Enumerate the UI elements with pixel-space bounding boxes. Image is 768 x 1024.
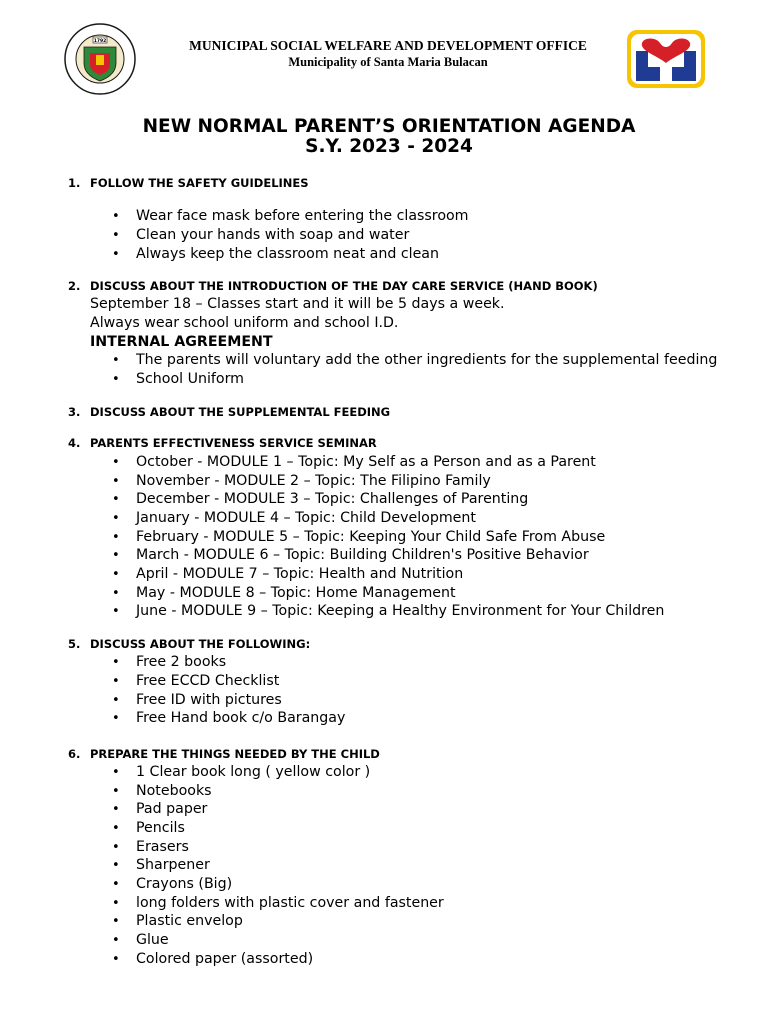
list-item: • Erasers bbox=[112, 839, 189, 855]
list-item: • Clean your hands with soap and water bbox=[112, 227, 410, 243]
section-heading-6: 6. PREPARE THE THINGS NEEDED BY THE CHILD bbox=[68, 747, 380, 761]
school-year: S.Y. 2023 - 2024 bbox=[305, 136, 473, 157]
section-heading-3: 3. DISCUSS ABOUT THE SUPPLEMENTAL FEEDING bbox=[68, 405, 391, 419]
list-item: • Plastic envelop bbox=[112, 913, 243, 929]
list-item: • Always keep the classroom neat and clean bbox=[112, 246, 439, 262]
list-item: • April - MODULE 7 – Topic: Health and Nutrition bbox=[112, 566, 464, 582]
internal-agreement-heading: INTERNAL AGREEMENT bbox=[90, 334, 273, 350]
list-item: • May - MODULE 8 – Topic: Home Management bbox=[112, 585, 456, 601]
office-name: MUNICIPAL SOCIAL WELFARE AND DEVELOPMENT OFFICE bbox=[189, 38, 587, 53]
list-item: • Free 2 books bbox=[112, 654, 227, 670]
document-title: NEW NORMAL PARENT’S ORIENTATION AGENDA bbox=[142, 116, 636, 137]
text-line: Always wear school uniform and school I.D. bbox=[90, 315, 399, 331]
list-item: • Wear face mask before entering the classroom bbox=[112, 208, 469, 224]
list-item: • June - MODULE 9 – Topic: Keeping a Healthy Environment for Your Children bbox=[112, 603, 665, 619]
list-item: • Crayons (Big) bbox=[112, 876, 233, 892]
municipality-name: Municipality of Santa Maria Bulacan bbox=[288, 55, 488, 69]
section-heading-1: 1. FOLLOW THE SAFETY GUIDELINES bbox=[68, 176, 309, 190]
list-item: • Free ECCD Checklist bbox=[112, 673, 280, 689]
list-item: • October - MODULE 1 – Topic: My Self as a Person and as a Parent bbox=[112, 454, 596, 470]
list-item: • long folders with plastic cover and fastener bbox=[112, 895, 444, 911]
seal-year: 1792 bbox=[93, 39, 107, 44]
list-item: • Pad paper bbox=[112, 801, 208, 817]
list-item: • January - MODULE 4 – Topic: Child Development bbox=[112, 510, 476, 526]
list-item: • School Uniform bbox=[112, 371, 245, 387]
text-line: September 18 – Classes start and it will be 5 days a week. bbox=[90, 296, 505, 312]
list-item: • Free ID with pictures bbox=[112, 692, 282, 708]
municipal-seal-logo bbox=[64, 23, 136, 95]
list-item: • Sharpener bbox=[112, 857, 210, 873]
list-item: • December - MODULE 3 – Topic: Challenges of Parenting bbox=[112, 491, 529, 507]
list-item: • Colored paper (assorted) bbox=[112, 951, 314, 967]
section-heading-2: 2. DISCUSS ABOUT THE INTRODUCTION OF THE DAY CARE SERVICE (HAND BOOK) bbox=[68, 279, 598, 293]
list-item: • The parents will voluntary add the other ingredients for the supplemental feeding bbox=[112, 352, 718, 368]
list-item: • Notebooks bbox=[112, 783, 212, 799]
list-item: • Pencils bbox=[112, 820, 185, 836]
list-item: • February - MODULE 5 – Topic: Keeping Your Child Safe From Abuse bbox=[112, 529, 606, 545]
list-item: • March - MODULE 6 – Topic: Building Children's Positive Behavior bbox=[112, 547, 589, 563]
section-heading-5: 5. DISCUSS ABOUT THE FOLLOWING: bbox=[68, 637, 311, 651]
list-item: • 1 Clear book long ( yellow color ) bbox=[112, 764, 371, 780]
list-item: • November - MODULE 2 – Topic: The Filipino Family bbox=[112, 473, 491, 489]
list-item: • Free Hand book c/o Barangay bbox=[112, 710, 346, 726]
dswd-logo bbox=[626, 29, 706, 89]
section-heading-4: 4. PARENTS EFFECTIVENESS SERVICE SEMINAR bbox=[68, 436, 377, 450]
list-item: • Glue bbox=[112, 932, 169, 948]
